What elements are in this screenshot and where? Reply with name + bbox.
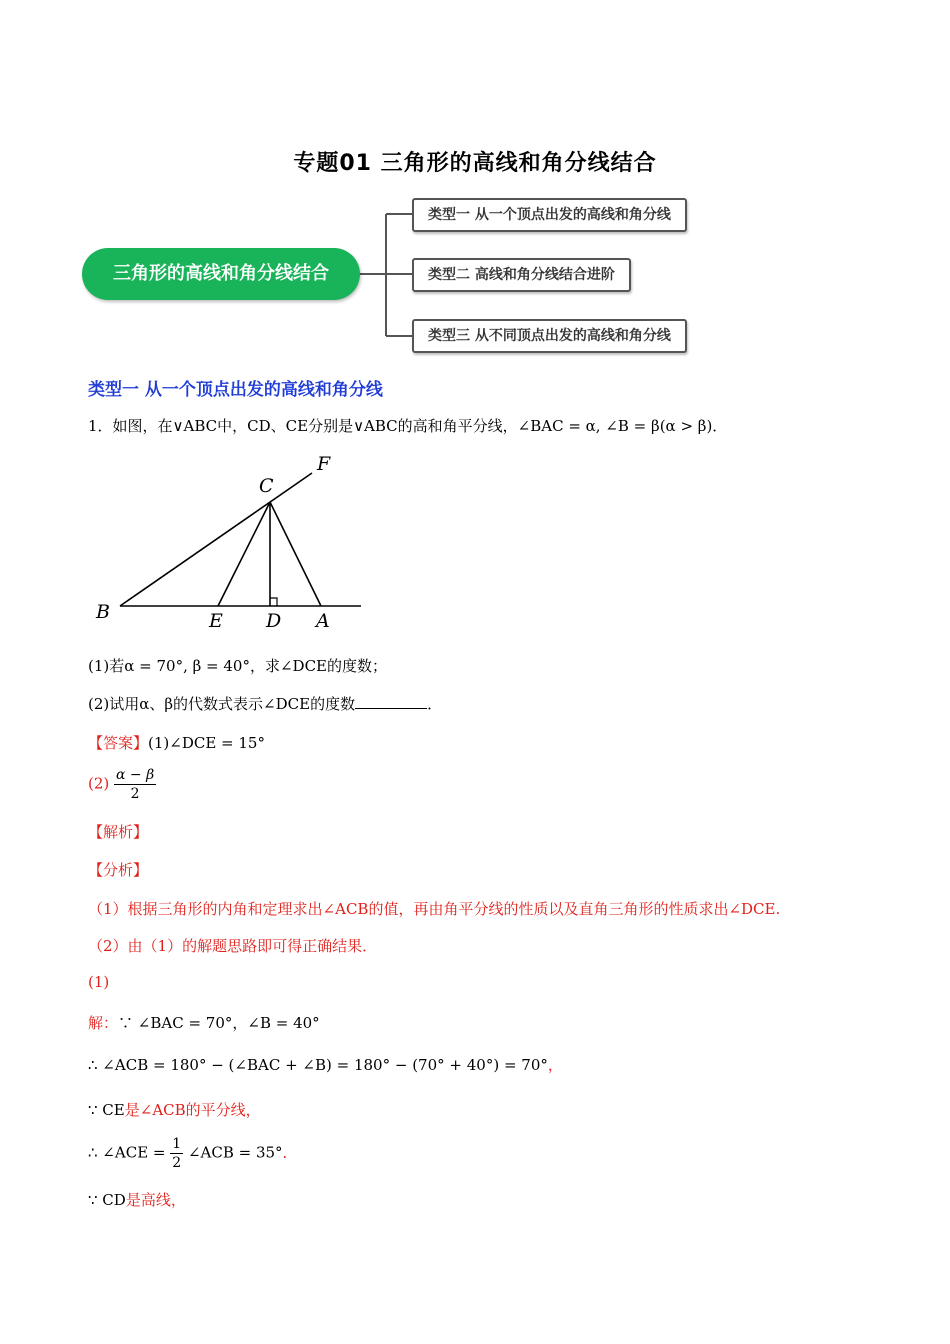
solution-step-4-end: ． bbox=[282, 1143, 298, 1162]
mindmap-branch-type3: 类型三 从不同顶点出发的高线和角分线 bbox=[412, 319, 687, 353]
label-e: E bbox=[209, 610, 223, 632]
mindmap-connector bbox=[360, 214, 412, 336]
mindmap-branch-type2: 类型二 高线和角分线结合进阶 bbox=[412, 258, 631, 292]
solution-step-1-text: ∵ ∠BAC = 70°，∠B = 40° bbox=[118, 1014, 320, 1032]
answer-2-fraction bbox=[114, 766, 156, 803]
solution-step-5-text: ∵ CD bbox=[88, 1191, 126, 1209]
fraction-numerator: α − β bbox=[116, 767, 155, 783]
mindmap-branch-type1: 类型一 从一个顶点出发的高线和角分线 bbox=[412, 198, 687, 232]
section-heading: 类型一 从一个顶点出发的高线和角分线 bbox=[88, 380, 383, 400]
solution-step-2-end: ， bbox=[547, 1056, 563, 1074]
solution-label: (1) bbox=[88, 973, 110, 991]
fenxi-tag: 【分析】 bbox=[88, 861, 149, 879]
triangle-figure bbox=[88, 450, 378, 640]
right-angle-mark bbox=[270, 598, 277, 606]
solution-step-2-text: ∴ ∠ACB = 180° − (∠BAC + ∠B) = 180° − (70° + 40°) = 70° bbox=[88, 1056, 548, 1074]
analysis-point-2: （2）由（1）的解题思路即可得正确结果． bbox=[88, 937, 378, 955]
solution-step-3-text: ∵ CE bbox=[88, 1101, 125, 1119]
answer-line-1 bbox=[88, 732, 265, 753]
answer-1: (1)∠DCE = 15° bbox=[148, 734, 265, 752]
label-a: A bbox=[316, 610, 330, 632]
solution-step-4-pre: ∴ ∠ACE = bbox=[88, 1143, 171, 1162]
mindmap-root: 三角形的高线和角分线结合 bbox=[82, 248, 360, 300]
question-2-end: ． bbox=[427, 695, 443, 713]
document-title: 专题01 三角形的高线和角分线结合 bbox=[293, 151, 657, 176]
solution-step-5 bbox=[88, 1189, 186, 1210]
solution-step-5-end: 是高线， bbox=[125, 1191, 186, 1209]
answer-line-2 bbox=[88, 766, 156, 803]
segment-bf bbox=[120, 473, 312, 606]
analysis-point-1: （1）根据三角形的内角和定理求出∠ACB的值，再由角平分线的性质以及直角三角形的性质求出∠DCE. bbox=[88, 900, 781, 918]
label-b: B bbox=[96, 601, 110, 623]
solution-step-3 bbox=[88, 1099, 261, 1120]
solution-step-2 bbox=[88, 1054, 563, 1075]
question-1: (1)若α = 70°, β = 40°，求∠DCE的度数； bbox=[88, 657, 387, 675]
half-fraction bbox=[170, 1135, 183, 1172]
fraction-denominator: 2 bbox=[130, 786, 140, 802]
answer-blank bbox=[355, 694, 427, 709]
question-2 bbox=[88, 693, 442, 714]
label-d: D bbox=[266, 610, 282, 632]
jiexi-tag: 【解析】 bbox=[88, 823, 149, 841]
solution-step-4 bbox=[88, 1135, 298, 1172]
half-numerator: 1 bbox=[172, 1136, 182, 1152]
solution-intro: 解： bbox=[88, 1014, 119, 1032]
solution-step-3-end: 是∠ACB的平分线， bbox=[124, 1101, 261, 1119]
segment-ca bbox=[270, 502, 321, 606]
answer-2-label: (2) bbox=[88, 774, 110, 793]
answer-tag: 【答案】 bbox=[88, 734, 149, 752]
problem-stem: 1．如图，在∨ABC中，CD、CE分别是∨ABC的高和角平分线，∠BAC = α, ∠B = β(α > β)． bbox=[88, 417, 728, 435]
label-f: F bbox=[317, 453, 331, 475]
solution-step-1 bbox=[88, 1012, 320, 1033]
label-c: C bbox=[259, 475, 274, 497]
half-denominator: 2 bbox=[172, 1155, 182, 1171]
segment-ce bbox=[218, 502, 270, 606]
question-2-text: (2)试用α、β的代数式表示∠DCE的度数 bbox=[88, 695, 356, 713]
solution-step-4-post: ∠ACB = 35° bbox=[187, 1143, 283, 1162]
mindmap-connectors bbox=[0, 0, 950, 360]
